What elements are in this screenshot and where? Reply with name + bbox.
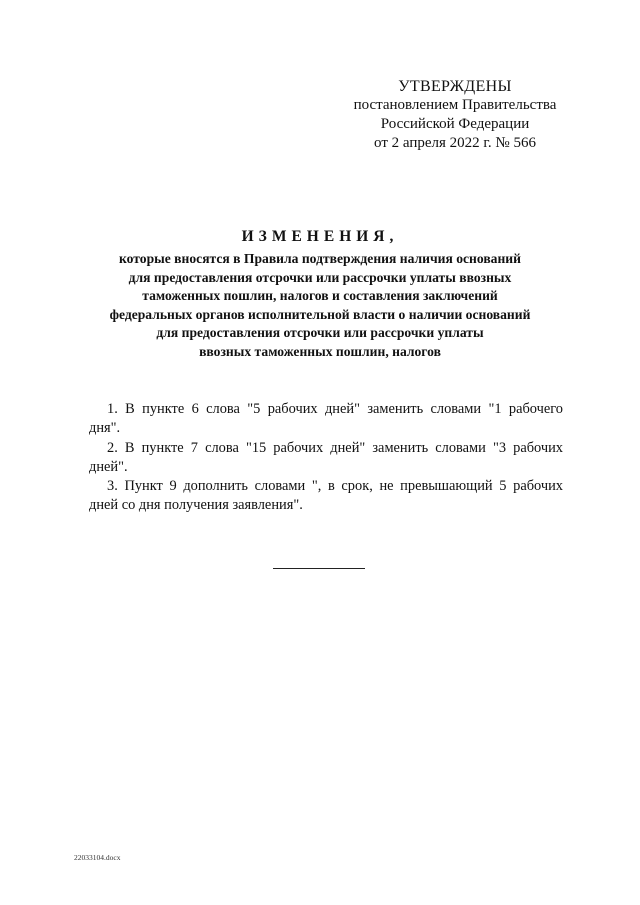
subtitle-line: ввозных таможенных пошлин, налогов — [199, 343, 441, 359]
document-subtitle — [70, 250, 570, 362]
subtitle-line: для предоставления отсрочки или рассрочки уплаты — [156, 325, 484, 341]
subtitle-line: которые вносятся в Правила подтверждения наличия оснований — [119, 251, 521, 266]
approval-title: УТВЕРЖДЕНЫ — [398, 78, 512, 95]
document-body — [89, 400, 563, 516]
amendment-item-1-continuation: дня". — [89, 420, 121, 437]
end-separator-line — [273, 568, 365, 569]
approval-line-3: от 2 апреля 2022 г. № 566 — [374, 135, 536, 151]
amendment-item-3-line: 3. Пункт 9 дополнить словами ", в срок, не превышающий 5 рабочих — [107, 478, 563, 495]
amendment-item-2 — [89, 439, 563, 478]
subtitle-line: для предоставления отсрочки или рассрочки уплаты ввозных — [128, 269, 512, 285]
subtitle-line: таможенных пошлин, налогов и составления заключений — [142, 288, 498, 304]
amendment-item-2-continuation: дней". — [89, 458, 128, 475]
amendment-item-3-continuation: дней со дня получения заявления". — [89, 497, 303, 514]
amendment-item-1 — [89, 400, 563, 439]
document-heading: ИЗМЕНЕНИЯ, — [241, 228, 399, 245]
subtitle-line: федеральных органов исполнительной власти о наличии оснований — [109, 306, 531, 322]
approval-line-2: Российской Федерации — [380, 116, 530, 132]
amendment-item-3 — [89, 477, 563, 516]
amendment-item-1-line: 1. В пункте 6 слова "5 рабочих дней" заменить словами "1 рабочего — [107, 401, 563, 417]
approval-stamp — [345, 77, 565, 153]
approval-line-1: постановлением Правительства — [353, 97, 557, 113]
footer-filename: 22033104.docx — [74, 853, 121, 862]
amendment-item-2-line: 2. В пункте 7 слова "15 рабочих дней" заменить словами "3 рабочих — [107, 439, 563, 456]
